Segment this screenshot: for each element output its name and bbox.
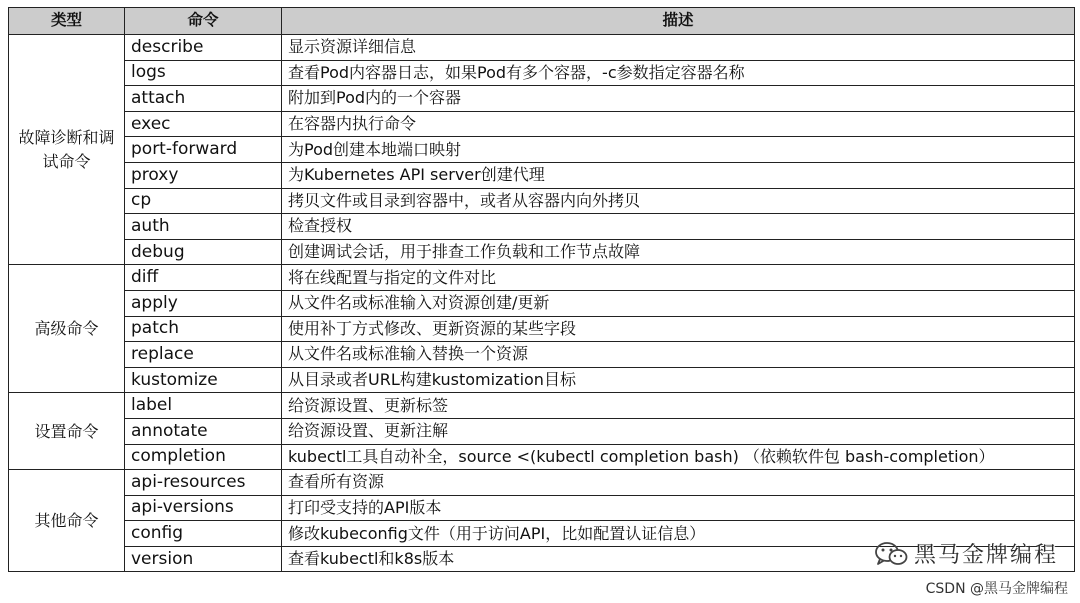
command-cell: apply bbox=[125, 290, 282, 316]
table-row bbox=[9, 290, 1075, 316]
description-cell: kubectl工具自动补全，source <(kubectl completion bash) （依赖软件包 bash-completion） bbox=[282, 444, 1075, 470]
description-cell: 创建调试会话，用于排查工作负载和工作节点故障 bbox=[282, 239, 1075, 265]
description-cell: 从文件名或标准输入对资源创建/更新 bbox=[282, 290, 1075, 316]
description-cell: 显示资源详细信息 bbox=[282, 35, 1075, 61]
description-cell: 在容器内执行命令 bbox=[282, 111, 1075, 137]
table-row bbox=[9, 265, 1075, 291]
description-cell: 修改kubeconfig文件（用于访问API，比如配置认证信息） bbox=[282, 521, 1075, 547]
table-row bbox=[9, 444, 1075, 470]
command-cell: proxy bbox=[125, 162, 282, 188]
description-cell: 拷贝文件或目录到容器中，或者从容器内向外拷贝 bbox=[282, 188, 1075, 214]
command-table-document bbox=[8, 7, 1074, 572]
table-row bbox=[9, 470, 1075, 496]
table-row bbox=[9, 316, 1075, 342]
header-type: 类型 bbox=[9, 8, 125, 35]
description-cell: 附加到Pod内的一个容器 bbox=[282, 86, 1075, 112]
description-cell: 给资源设置、更新标签 bbox=[282, 393, 1075, 419]
command-cell: port-forward bbox=[125, 137, 282, 163]
table-row bbox=[9, 239, 1075, 265]
table-row bbox=[9, 60, 1075, 86]
command-cell: debug bbox=[125, 239, 282, 265]
table-row bbox=[9, 418, 1075, 444]
table-row bbox=[9, 367, 1075, 393]
description-cell: 打印受支持的API版本 bbox=[282, 495, 1075, 521]
header-description: 描述 bbox=[282, 8, 1075, 35]
table-row bbox=[9, 214, 1075, 240]
description-cell: 查看Pod内容器日志，如果Pod有多个容器，-c参数指定容器名称 bbox=[282, 60, 1075, 86]
command-cell: attach bbox=[125, 86, 282, 112]
category-cell: 故障诊断和调试命令 bbox=[9, 35, 125, 265]
description-cell: 检查授权 bbox=[282, 214, 1075, 240]
table-row bbox=[9, 35, 1075, 61]
table-row bbox=[9, 86, 1075, 112]
command-cell: auth bbox=[125, 214, 282, 240]
header-row bbox=[9, 8, 1075, 35]
table-row bbox=[9, 137, 1075, 163]
wechat-icon bbox=[874, 541, 908, 567]
kubectl-command-table bbox=[8, 7, 1075, 572]
description-cell: 给资源设置、更新注解 bbox=[282, 418, 1075, 444]
command-cell: replace bbox=[125, 342, 282, 368]
description-cell: 为Kubernetes API server创建代理 bbox=[282, 162, 1075, 188]
header-command: 命令 bbox=[125, 8, 282, 35]
command-cell: kustomize bbox=[125, 367, 282, 393]
command-cell: version bbox=[125, 546, 282, 572]
category-cell: 设置命令 bbox=[9, 393, 125, 470]
category-cell: 高级命令 bbox=[9, 265, 125, 393]
command-cell: config bbox=[125, 521, 282, 547]
category-cell: 其他命令 bbox=[9, 470, 125, 572]
table-row bbox=[9, 495, 1075, 521]
command-cell: exec bbox=[125, 111, 282, 137]
description-cell: 查看kubectl和k8s版本 bbox=[282, 546, 1075, 572]
command-cell: completion bbox=[125, 444, 282, 470]
csdn-credit: CSDN @黑马金牌编程 bbox=[925, 581, 1068, 597]
description-cell: 查看所有资源 bbox=[282, 470, 1075, 496]
watermark-text: 黑马金牌编程 bbox=[913, 543, 1058, 568]
description-cell: 从文件名或标准输入替换一个资源 bbox=[282, 342, 1075, 368]
table-row bbox=[9, 188, 1075, 214]
description-cell: 使用补丁方式修改、更新资源的某些字段 bbox=[282, 316, 1075, 342]
command-cell: annotate bbox=[125, 418, 282, 444]
command-cell: logs bbox=[125, 60, 282, 86]
description-cell: 从目录或者URL构建kustomization目标 bbox=[282, 367, 1075, 393]
command-cell: cp bbox=[125, 188, 282, 214]
command-cell: diff bbox=[125, 265, 282, 291]
description-cell: 为Pod创建本地端口映射 bbox=[282, 137, 1075, 163]
command-cell: label bbox=[125, 393, 282, 419]
description-cell: 将在线配置与指定的文件对比 bbox=[282, 265, 1075, 291]
table-row bbox=[9, 111, 1075, 137]
command-cell: api-versions bbox=[125, 495, 282, 521]
command-cell: describe bbox=[125, 35, 282, 61]
watermark bbox=[874, 538, 1058, 569]
table-row bbox=[9, 342, 1075, 368]
command-cell: patch bbox=[125, 316, 282, 342]
table-row bbox=[9, 393, 1075, 419]
command-cell: api-resources bbox=[125, 470, 282, 496]
table-row bbox=[9, 162, 1075, 188]
